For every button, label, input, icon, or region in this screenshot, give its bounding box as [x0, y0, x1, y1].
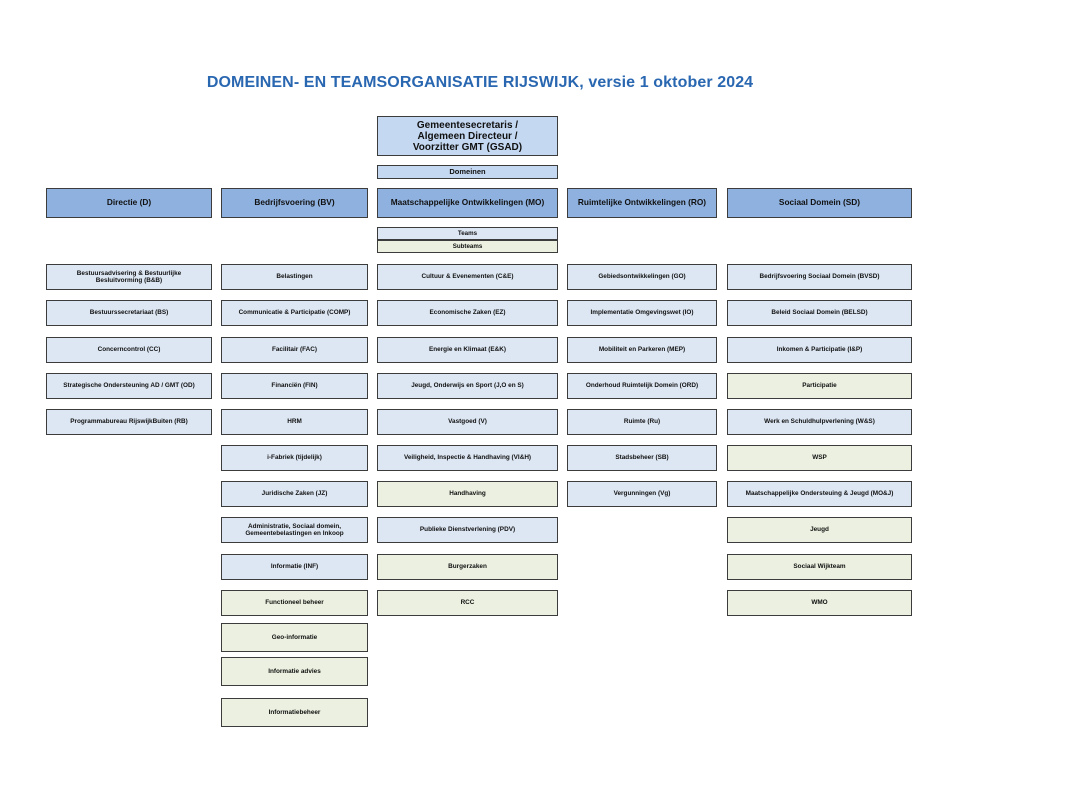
- team-box-communicatie-participatie-comp: Communicatie & Participatie (COMP): [221, 300, 368, 326]
- domeinen-label: Domeinen: [377, 165, 558, 179]
- team-box-onderhoud-ruimtelijk-domein-ord: Onderhoud Ruimtelijk Domein (ORD): [567, 373, 717, 399]
- subteams-label: Subteams: [377, 240, 558, 253]
- subteam-box-burgerzaken: Burgerzaken: [377, 554, 558, 580]
- subteam-box-functioneel-beheer: Functioneel beheer: [221, 590, 368, 616]
- domain-header-maatschappelijke-ontwikkelingen-mo: Maatschappelijke Ontwikkelingen (MO): [377, 188, 558, 218]
- team-box-maatschappelijke-ondersteuing-jeugd-mo-j: Maatschappelijke Ondersteuing & Jeugd (MO&J): [727, 481, 912, 507]
- domain-header-ruimtelijke-ontwikkelingen-ro: Ruimtelijke Ontwikkelingen (RO): [567, 188, 717, 218]
- team-box-hrm: HRM: [221, 409, 368, 435]
- team-box-bestuurssecretariaat-bs: Bestuurssecretariaat (BS): [46, 300, 212, 326]
- team-box-juridische-zaken-jz: Juridische Zaken (JZ): [221, 481, 368, 507]
- team-box-publieke-dienstverlening-pdv: Publieke Dienstverlening (PDV): [377, 517, 558, 543]
- subteam-box-handhaving: Handhaving: [377, 481, 558, 507]
- domain-header-bedrijfsvoering-bv: Bedrijfsvoering (BV): [221, 188, 368, 218]
- subteam-box-jeugd: Jeugd: [727, 517, 912, 543]
- teams-label: Teams: [377, 227, 558, 240]
- team-box-mobiliteit-en-parkeren-mep: Mobiliteit en Parkeren (MEP): [567, 337, 717, 363]
- page-title: DOMEINEN- EN TEAMSORGANISATIE RIJSWIJK, versie 1 oktober 2024: [206, 74, 754, 91]
- team-box-concerncontrol-cc: Concerncontrol (CC): [46, 337, 212, 363]
- subteam-box-participatie: Participatie: [727, 373, 912, 399]
- team-box-vergunningen-vg: Vergunningen (Vg): [567, 481, 717, 507]
- subteam-box-wsp: WSP: [727, 445, 912, 471]
- team-box-veiligheid-inspectie-handhaving-vi-h: Veiligheid, Inspectie & Handhaving (VI&H): [377, 445, 558, 471]
- team-box-financi-n-fin: Financiën (FIN): [221, 373, 368, 399]
- subteam-box-wmo: WMO: [727, 590, 912, 616]
- team-box-gebiedsontwikkelingen-go: Gebiedsontwikkelingen (GO): [567, 264, 717, 290]
- team-box-belastingen: Belastingen: [221, 264, 368, 290]
- domain-header-directie-d: Directie (D): [46, 188, 212, 218]
- subteam-box-informatie-advies: Informatie advies: [221, 657, 368, 686]
- team-box-economische-zaken-ez: Economische Zaken (EZ): [377, 300, 558, 326]
- team-box-bedrijfsvoering-sociaal-domein-bvsd: Bedrijfsvoering Sociaal Domein (BVSD): [727, 264, 912, 290]
- subteam-box-informatiebeheer: Informatiebeheer: [221, 698, 368, 727]
- team-box-cultuur-evenementen-c-e: Cultuur & Evenementen (C&E): [377, 264, 558, 290]
- team-box-energie-en-klimaat-e-k: Energie en Klimaat (E&K): [377, 337, 558, 363]
- team-box-jeugd-onderwijs-en-sport-j-o-en-s: Jeugd, Onderwijs en Sport (J,O en S): [377, 373, 558, 399]
- domain-header-sociaal-domein-sd: Sociaal Domein (SD): [727, 188, 912, 218]
- team-box-administratie-sociaal-domein-gemeentebelastingen-en-inkoop: Administratie, Sociaal domein, Gemeentebelastingen en Inkoop: [221, 517, 368, 543]
- team-box-inkomen-participatie-i-p: Inkomen & Participatie (I&P): [727, 337, 912, 363]
- subteam-box-sociaal-wijkteam: Sociaal Wijkteam: [727, 554, 912, 580]
- subteam-box-geo-informatie: Geo-informatie: [221, 623, 368, 652]
- team-box-beleid-sociaal-domein-belsd: Beleid Sociaal Domein (BELSD): [727, 300, 912, 326]
- team-box-vastgoed-v: Vastgoed (V): [377, 409, 558, 435]
- team-box-implementatie-omgevingswet-io: Implementatie Omgevingswet (IO): [567, 300, 717, 326]
- gemeentesecretaris-box: Gemeentesecretaris / Algemeen Directeur / Voorzitter GMT (GSAD): [377, 116, 558, 156]
- team-box-ruimte-ru: Ruimte (Ru): [567, 409, 717, 435]
- team-box-facilitair-fac: Facilitair (FAC): [221, 337, 368, 363]
- team-box-programmabureau-rijswijkbuiten-rb: Programmabureau RijswijkBuiten (RB): [46, 409, 212, 435]
- subteam-box-rcc: RCC: [377, 590, 558, 616]
- team-box-stadsbeheer-sb: Stadsbeheer (SB): [567, 445, 717, 471]
- team-box-bestuursadvisering-bestuurlijke-besluitvorming-b-b: Bestuursadvisering & Bestuurlijke Besluitvorming (B&B): [46, 264, 212, 290]
- team-box-werk-en-schuldhulpverlening-w-s: Werk en Schuldhulpverlening (W&S): [727, 409, 912, 435]
- team-box-strategische-ondersteuning-ad-gmt-od: Strategische Ondersteuning AD / GMT (OD): [46, 373, 212, 399]
- team-box-i-fabriek-tijdelijk: i-Fabriek (tijdelijk): [221, 445, 368, 471]
- team-box-informatie-inf: Informatie (INF): [221, 554, 368, 580]
